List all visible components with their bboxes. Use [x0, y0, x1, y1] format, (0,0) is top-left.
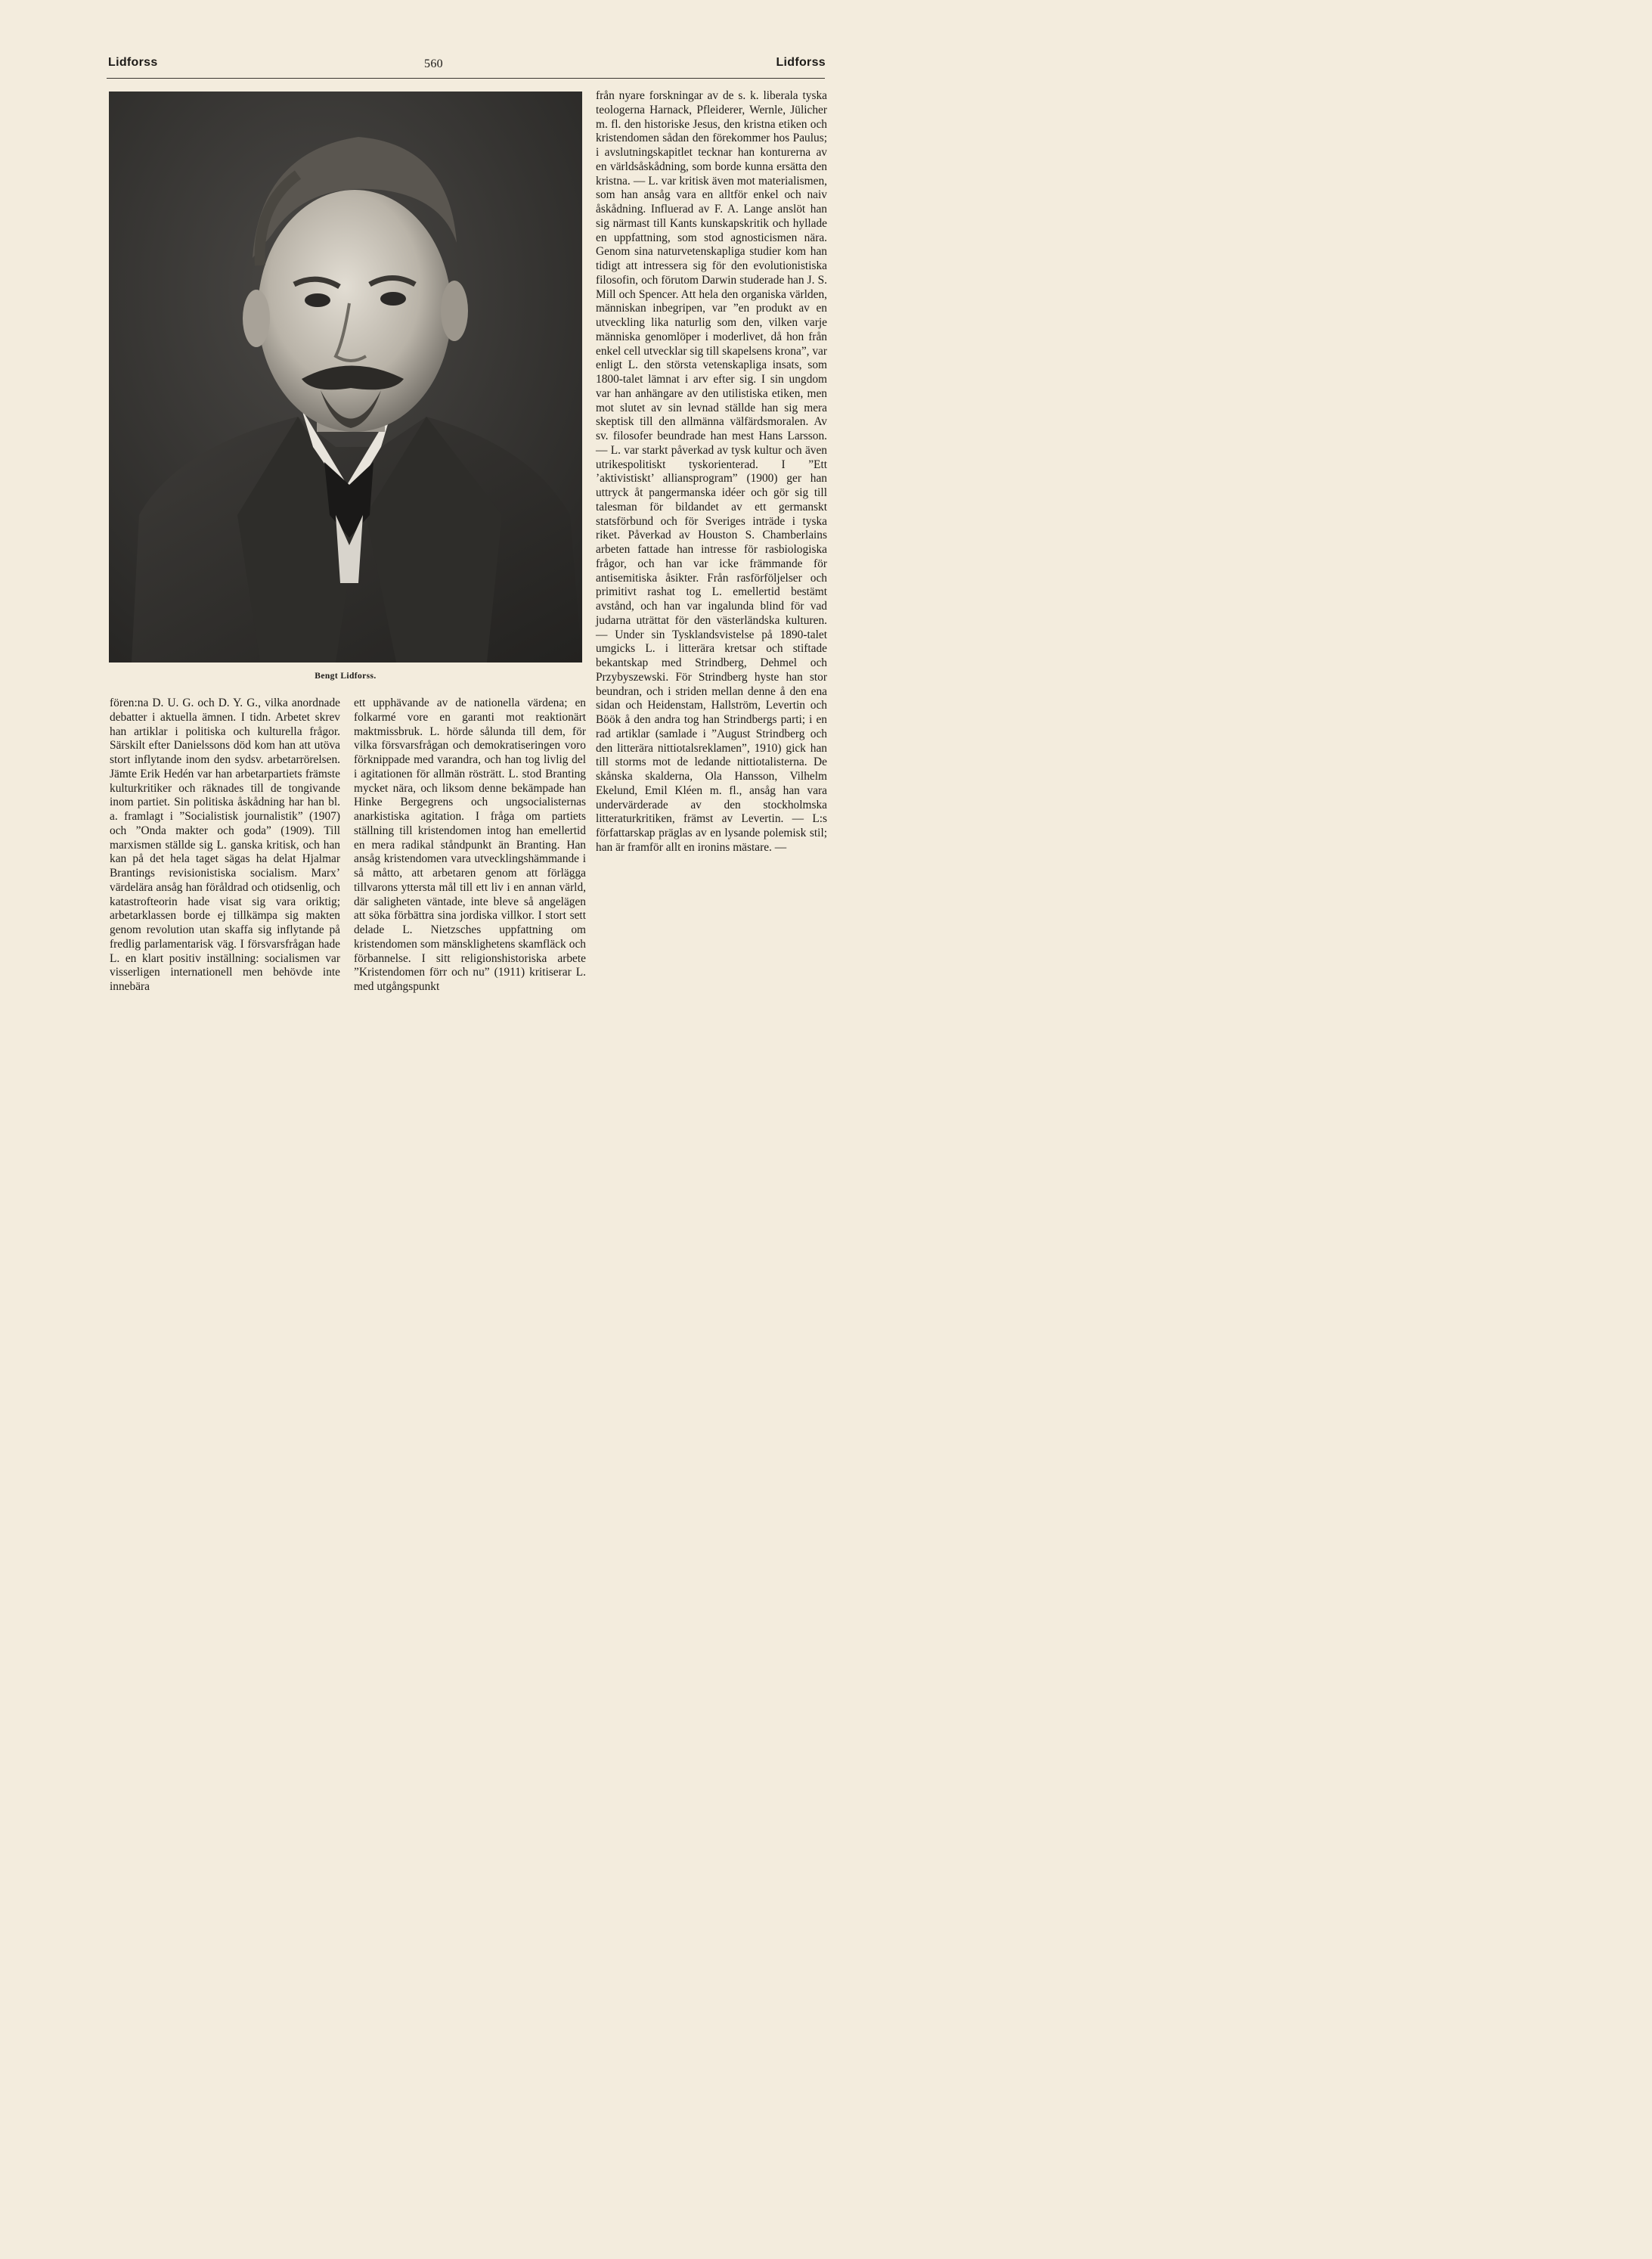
- running-head-left: Lidforss: [108, 56, 158, 69]
- running-head-right: Lidforss: [776, 56, 826, 69]
- text-column-right: [596, 89, 827, 855]
- column-right-text: från nyare forskningar av de s. k. liberala tyska teologerna Harnack, Pfleiderer, Wernle, Jülicher m. fl. den historiske Jesus, den kristna etiken och kristendomen sådan den förekommer hos Paulus; i avslutningskapitlet tecknar han konturerna av en världsåskådning, som borde kunna ersätta den kristna. — L. var kritisk även mot materialismen, som han ansåg vara en alltför enkel och naiv åskådning. Influerad av F. A. Lange anslöt han sig närmast till Kants kunskapskritik och hyllade en uppfattning, som stod agnosticismen nära. Genom sina naturvetenskapliga studier kom han tidigt att intressera sig för den evolutionistiska filosofin, och förutom Darwin studerade han J. S. Mill och Spencer. Att hela den organiska världen, människan inbegripen, var ”en produkt av en utveckling lika naturlig som den, vilken varje människa genomlöper i moderlivet, då hon från enkel cell utvecklar sig till skapelsens krona”, var enligt L. den största vetenskapliga insats, som 1800-talet lämnat i arv efter sig. I sin ungdom var han anhängare av den utilistiska etiken, men mot slutet av sin levnad ställde han sig mera skeptisk till den allmänna välfärdsmoralen. Av sv. filosofer beundrade han mest Hans Larsson. — L. var starkt påverkad av tysk kultur och även utrikespolitiskt tyskorienterad. I ”Ett ’aktivistiskt’ alliansprogram” (1900) ger han uttryck åt pangermanska idéer och gör sig till talesman för bildandet av ett germanskt statsförbund och för Sveriges inträde i tyska riket. Påverkad av Houston S. Chamberlains arbeten fattade han intresse för rasbiologiska frågor, och han var icke främmande för antisemitiska åsikter. Från rasförföljelser och primitivt rashat tog L. emellertid bestämt avstånd, och han var ingalunda blind för vad judarna uträttat för den västerländska kulturen. — Under sin Tysklandsvistelse på 1890-talet umgicks L. i litterära kretsar och stiftade bekantskap med Strindberg, Dehmel och Przybyszewski. För Strindberg hyste han stor beundran, och i striden mellan denne å den ena sidan och Heidenstam, Hallström, Levertin och Böök å den andra tog han Strindbergs parti; i en rad artiklar (samlade i ”August Strindberg och den litterära nittiotalsreklamen”, 1910) gick han till storms mot de ledande nittiotalisterna. De skånska skalderna, Ola Hansson, Vilhelm Ekelund, Emil Kléen m. fl., ansåg han vara undervärderade av den stockholmska litteraturkritiken, främst av Levertin. — L:s författarskap präglas av en lysande polemisk stil; han är framför allt en ironins mästare. —: [596, 89, 827, 854]
- text-column-left: [110, 697, 340, 995]
- page-number: 560: [424, 57, 443, 70]
- photo-caption: Bengt Lidforss.: [315, 672, 377, 681]
- column-left-text: fören:na D. U. G. och D. Y. G., vilka anordnade debatter i aktuella ämnen. I tidn. Arbetet skrev han artiklar i politiska och kulturella frågor. Särskilt efter Danielssons död kom han att utöva stort inflytande inom den sydsv. arbetarrörelsen. Jämte Erik Hedén var han arbetarpartiets främste kulturkritiker och räknades till de tongivande inom partiet. Sin politiska åskådning har han bl. a. framlagt i ”Socialistisk journalistik” (1907) och ”Onda makter och goda” (1909). Till marxismen ställde sig L. ganska kritisk, och han kan på det hela taget sägas ha delat Hjalmar Brantings revisionistiska socialism. Marx’ värdelära ansåg han föråldrad och otidsenlig, och katastrofteorin hade visat sig vara oriktig; arbetarklassen borde ej tillkämpa sig makten genom revolution utan skaffa sig inflytande på fredlig parlamentarisk väg. I försvarsfrågan hade L. en klart positiv inställning: socialismen var visserligen internationell men behövde inte innebära: [110, 697, 340, 993]
- column-middle-text: ett upphävande av de nationella värdena; en folkarmé vore en garanti mot reaktionärt maktmissbruk. L. hörde sålunda till dem, för vilka försvarsfrågan och demokratiseringen voro förknippade med varandra, och han tog livlig del i agitationen för allmän rösträtt. L. stod Branting mycket nära, och liksom denne bekämpade han Hinke Bergegrens och ungsocialisternas anarkistiska agitation. I fråga om partiets ställning till kristendomen intog han emellertid en mera radikal ståndpunkt än Branting. Han ansåg kristendomen vara utvecklingshämmande i så måtto, att arbetaren genom att förlägga tillvarons yttersta mål till ett liv i en annan värld, där saligheten väntade, inte bleve så angelägen att söka förbättra sina jordiska villkor. I stort sett delade L. Nietzsches uppfattning om kristendomen som mänsklighetens skamfläck och förbannelse. I sitt religionshistoriska arbete ”Kristendomen förr och nu” (1911) kritiserar L. med utgångspunkt: [354, 697, 586, 993]
- portrait-illustration: [109, 92, 582, 662]
- portrait-photo: [109, 92, 582, 662]
- text-column-middle: [354, 697, 586, 995]
- header-rule: [107, 78, 825, 79]
